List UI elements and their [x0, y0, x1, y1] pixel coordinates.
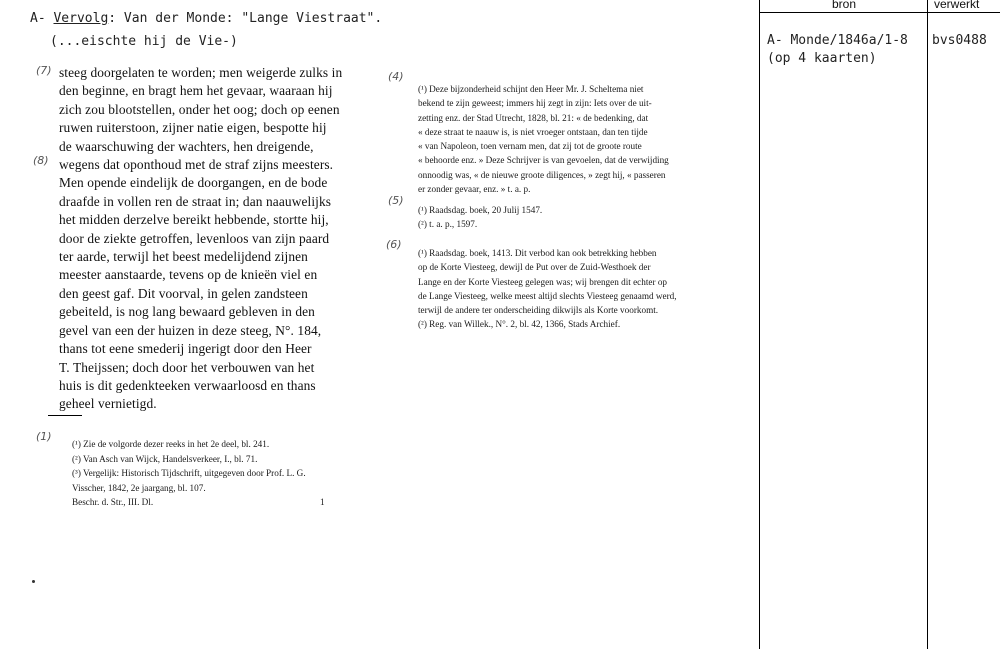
- stray-dot: [32, 580, 35, 583]
- note-5: [418, 203, 542, 232]
- footnote-line: (¹) Zie de volgorde dezer reeks in het 2e deel, bl. 241.: [72, 439, 270, 449]
- header-vervolg: Vervolg: [53, 11, 109, 26]
- note-line: Lange en der Korte Viesteeg gelegen was; wij brengen dit echter op: [418, 276, 668, 287]
- main-line: den geest gaf. Dit voorval, in gelen zandsteen: [59, 285, 308, 301]
- note-4: [418, 82, 669, 196]
- note-line: bekend te zijn geweest; immers hij zegt in zijn: Iets over de uit-: [418, 98, 652, 109]
- margin-mark-1: (1): [36, 430, 52, 443]
- main-line: Men opende eindelijk de doorgangen, en de bode: [59, 175, 328, 191]
- main-line: gebeiteld, is nog lang bewaard gebleven in den: [59, 304, 315, 320]
- footnotes-left: [72, 437, 306, 510]
- bron-value-line-1: A- Monde/1846a/1-8: [767, 33, 908, 48]
- note-6: [418, 246, 677, 332]
- note-line: (¹) Deze bijzonderheid schijnt den Heer Mr. J. Scheltema niet: [418, 84, 644, 94]
- note-line: de Lange Viesteeg, welke meest altijd slechts Viesteeg genaamd werd,: [418, 290, 677, 301]
- main-line: zich zou blootstellen, onder het oog; doch op eenen: [59, 101, 340, 117]
- note-line: zetting enz. der Stad Utrecht, 1828, bl. 21: « de bedenking, dat: [418, 112, 649, 123]
- note-line: onnoodig was, « de nieuwe groote diligences, » zegt hij, « passeren: [418, 169, 666, 180]
- note-line: (¹) Raadsdag. boek, 1413. Dit verbod kan ook betrekking hebben: [418, 248, 657, 258]
- main-line: ruwen ruiterstoon, zijner natie eigen, bespotte hij: [59, 120, 327, 136]
- header-prefix: A-: [30, 11, 54, 26]
- column-header-verwerkt: verwerkt: [934, 0, 980, 11]
- margin-mark-7: (7): [36, 64, 52, 77]
- main-line: gevel van een der huizen in deze steeg, N°. 184,: [59, 322, 322, 338]
- main-line: wegens dat oponthoud met de straf zijns meesters.: [59, 157, 334, 173]
- footnote-divider: [48, 415, 82, 416]
- note-line: er zonder gevaar, enz. » t. a. p.: [418, 184, 531, 195]
- page-number: 1: [320, 497, 325, 507]
- column-header-bron: bron: [832, 0, 857, 11]
- main-line: draafde in vollen ren de straat in; dan naauwelijks: [59, 193, 332, 209]
- main-line: ter aarde, terwijl het beest medelijdend zijnen: [59, 249, 308, 265]
- bron-value-line-2: (op 4 kaarten): [767, 51, 877, 66]
- main-line: huis is dit gedenkteeken verwaarloosd en thans: [59, 377, 316, 393]
- main-line: meester aanstaarde, tevens op de knieën viel en: [59, 267, 318, 283]
- margin-mark-4: (4): [388, 70, 404, 83]
- table-column-divider: [927, 0, 928, 649]
- main-line: den beginne, en bragt hem het gevaar, waaraan hij: [59, 83, 333, 99]
- note-line: « deze straat te naauw is, is niet vroeger ontstaan, dan ten tijde: [418, 126, 648, 137]
- note-line: « behoorde enz. » Deze Schrijver is van gevoelen, dat de verwijding: [418, 155, 669, 166]
- verwerkt-value: bvs0488: [932, 33, 987, 48]
- note-line: (¹) Raadsdag. boek, 20 Julij 1547.: [418, 205, 543, 215]
- margin-mark-6: (6): [386, 238, 402, 251]
- footnote-line: (³) Vergelijk: Historisch Tijdschrift, uitgegeven door Prof. L. G.: [72, 468, 306, 479]
- note-line: terwijl de andere ter onderscheiding dikwijls als Korte voorkomt.: [418, 305, 659, 316]
- main-line: T. Theijssen; doch door het verbouwen van het: [59, 359, 315, 375]
- note-line: op de Korte Viesteeg, dewijl de Put over de Zuid-Westhoek der: [418, 262, 651, 273]
- margin-mark-5: (5): [388, 194, 404, 207]
- main-line: het midden derzelve bereikt hebbende, stortte hij,: [59, 212, 329, 228]
- note-line: « van Napoleon, toen vernam men, dat zij tot de groote route: [418, 141, 642, 152]
- main-line: geheel vernietigd.: [59, 396, 157, 412]
- header-line-2: (...eischte hij de Vie-): [50, 34, 238, 49]
- header-rest: : Van der Monde: "Lange Viestraat".: [108, 11, 383, 26]
- main-text: [59, 64, 342, 414]
- note-line: (²) t. a. p., 1597.: [418, 219, 478, 230]
- main-line: steeg doorgelaten te worden; men weigerde zulks in: [59, 65, 343, 80]
- main-line: door de ziekte getroffen, levenloos van zijn paard: [59, 230, 330, 246]
- header-line-1: [30, 11, 382, 26]
- main-line: de waarschuwing der wachters, hen dreigende,: [59, 138, 314, 154]
- footnote-line: Visscher, 1842, 2e jaargang, bl. 107.: [72, 482, 206, 493]
- table-header-rule: [759, 12, 1000, 13]
- table-left-border: [759, 0, 760, 649]
- margin-mark-8: (8): [33, 154, 49, 167]
- main-line: thans tot eene smederij ingerigt door den Heer: [59, 341, 312, 357]
- footnote-line: (²) Van Asch van Wijck, Handelsverkeer, I., bl. 71.: [72, 453, 258, 464]
- note-line: (²) Reg. van Willek., N°. 2, bl. 42, 1366, Stads Archief.: [418, 319, 621, 330]
- footnote-line: Beschr. d. Str., III. Dl.: [72, 497, 154, 508]
